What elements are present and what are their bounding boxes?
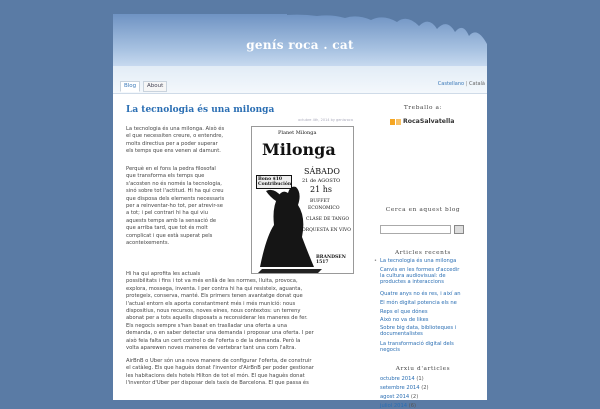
text-line: abonat per a tots aquells disposats a reconsiderar les maneres de fer. <box>126 315 308 322</box>
link-line: Sobre big data, biblioteques i <box>380 325 457 331</box>
recent-heading: Articles recents <box>394 250 451 256</box>
text-line: per a reinventar-ho tot, per atrevir-se <box>126 203 223 210</box>
archive-label: setembre 2014 <box>380 385 420 391</box>
recent-post-link[interactable] <box>380 309 480 315</box>
text-line: demanda, o en saber detectar una demanda i proposar una oferta. I per <box>126 330 314 337</box>
text-line: complicat i que està superat pels <box>126 232 213 239</box>
site-header <box>113 14 487 66</box>
worked-heading: Treballo a: <box>403 105 443 111</box>
lang-castellano-link[interactable]: Castellano <box>437 81 465 87</box>
link-line: negocis <box>380 347 400 354</box>
recent-post-link[interactable] <box>380 325 480 337</box>
post-paragraph-3 <box>126 271 358 352</box>
text-line: les habitacions dels hotels Hilton de tot el món. El que haguès donat <box>126 372 305 379</box>
text-line: el catàleg. Els que haguès donat l'inventor d'AirBnB per poder gestionar <box>126 365 314 372</box>
archive-item[interactable] <box>380 376 480 382</box>
language-switcher <box>438 81 485 87</box>
text-line: que arriba tard, que tot és molt <box>126 225 208 232</box>
recent-post-link[interactable] <box>380 300 480 306</box>
milonga-poster-image[interactable] <box>251 126 354 274</box>
nav-bar <box>113 66 487 94</box>
archive-count: (2) <box>410 394 419 400</box>
archive-item[interactable] <box>380 385 480 391</box>
link-line: La transformació digital dels <box>380 341 454 347</box>
text-line: aconteixements. <box>126 240 170 247</box>
post-title[interactable]: La tecnologia és una milonga <box>126 105 275 115</box>
link-line: Això no va de likes <box>380 317 429 323</box>
text-line: s'acosten no és només la tecnologia, <box>126 180 222 187</box>
lang-catala-current: Català <box>468 81 485 87</box>
poster-day: SÁBADO <box>304 167 340 176</box>
archive-label: agost 2014 <box>380 394 410 400</box>
recent-post-link[interactable] <box>380 267 480 286</box>
search-button[interactable] <box>454 225 464 234</box>
archive-heading: Arxiu d'articles <box>395 366 451 372</box>
poster-title: Milonga <box>262 140 336 159</box>
post-paragraph-1 <box>126 126 250 156</box>
archive-count: (2) <box>421 385 429 391</box>
link-line: La tecnologia és una milonga <box>380 258 457 264</box>
archive-count: (6) <box>408 403 417 409</box>
rocasalvatella-logo-text: RocaSalvatella <box>403 118 455 125</box>
link-line: la cultura audiovisual: de <box>380 273 446 280</box>
text-line: Perquè en el fons la pedra filosofal <box>126 166 216 172</box>
post-paragraph-4 <box>126 358 358 388</box>
poster-item: BUFFET <box>310 199 330 204</box>
text-line: molts directius per a poder superar <box>126 140 218 147</box>
bullet-icon: • <box>374 258 377 264</box>
poster-item: ORQUESTA EN VIVO <box>302 228 351 233</box>
search-input[interactable] <box>380 225 451 234</box>
text-line: AirBnB o Uber són una nova manere de configurar l'oferta, de construir <box>126 358 312 364</box>
recent-post-link[interactable] <box>380 258 480 264</box>
text-line: dispositius, nous recursos, noves eines, nous contextos: un terreny <box>126 308 301 315</box>
link-line: El món digital potencia els ne <box>380 300 457 306</box>
archive-item[interactable] <box>380 394 480 400</box>
post-paragraph-2 <box>126 166 250 247</box>
poster-item: ECONOMICO <box>308 206 340 211</box>
text-line: sinó sobre tot l'actitud. Hi ha qui creu <box>126 188 224 195</box>
archive-item[interactable] <box>380 403 480 409</box>
tab-blog[interactable]: Blog <box>120 81 140 92</box>
poster-price: Bono $10 Contribución <box>258 177 292 187</box>
text-line: volta aparewen noves maneres de vertebrar tant una com l'altra. <box>126 345 297 352</box>
poster-address: BRANDSEN 1517 <box>316 255 346 265</box>
blog-page <box>113 14 487 409</box>
rocasalvatella-logo[interactable] <box>390 117 470 127</box>
link-line: Quatre anys no és res, i així an <box>380 291 461 297</box>
recent-post-link[interactable] <box>380 341 480 353</box>
search-heading: Cerca en aquest blog <box>385 207 461 213</box>
poster-time: 21 hs <box>310 185 332 194</box>
text-line: els temps que ens venen al damunt. <box>126 148 221 155</box>
text-line: a tot; i pel contrari hi ha qui viu <box>126 210 208 217</box>
poster-item: CLASE DE TANGO <box>306 217 350 222</box>
text-line: possibilitats i fins i tot va més enllà de les normes, lluita, provoca, <box>126 278 298 285</box>
post-meta: octubre 4th, 2014 by genisroca <box>298 118 353 122</box>
text-line: La tecnologia és una milonga. Això és <box>126 126 225 132</box>
lang-separator: | <box>465 81 468 87</box>
archive-label: octubre 2014 <box>380 376 415 382</box>
recent-post-link[interactable] <box>380 317 480 323</box>
text-line: l'inventor d'Uber per disposar dels taxis de Barcelona. El que passa és <box>126 380 309 387</box>
link-line: Canvis en les formes d'accedir <box>380 267 460 273</box>
text-line: que disposa dels elements necessaris <box>126 195 225 202</box>
text-line: Hi ha qui aprofita les actuals <box>126 271 201 277</box>
recent-post-link[interactable] <box>380 291 480 297</box>
text-line: Els negocis sempre s'han basat en traslladar una oferta a una <box>126 322 287 329</box>
text-line: aquests temps amb la sensació de <box>126 217 217 224</box>
text-line: el que necessiten creure, o entendre, <box>126 133 224 140</box>
poster-date: 21 de AGOSTO <box>302 178 341 184</box>
archive-label: juliol 2014 <box>380 403 408 409</box>
rocasalvatella-logo-icon <box>390 117 404 127</box>
archive-count: (1) <box>416 376 424 382</box>
text-line: que transforma els temps que <box>126 173 205 180</box>
poster-top-text: Planet Milonga <box>278 130 317 136</box>
link-line: Reps el que dónes <box>380 309 428 315</box>
link-line: productes a interaccions <box>380 279 444 286</box>
text-line: protegeix, conserva, manté. Els primers tenen avantatge donat que <box>126 293 303 300</box>
text-line: explora, mossega, inventa. I per contra hi ha qui resisteix, aguanta, <box>126 285 303 292</box>
tab-about[interactable]: About <box>143 81 167 92</box>
site-title[interactable]: genís roca . cat <box>246 38 354 52</box>
text-line: això feia falta un cert control o de l'oferta o de la demanda. Però la <box>126 337 301 344</box>
link-line: documentalistes <box>380 331 423 338</box>
text-line: l'actual entorn els aporta constantment més i més munició: nous <box>126 300 296 307</box>
